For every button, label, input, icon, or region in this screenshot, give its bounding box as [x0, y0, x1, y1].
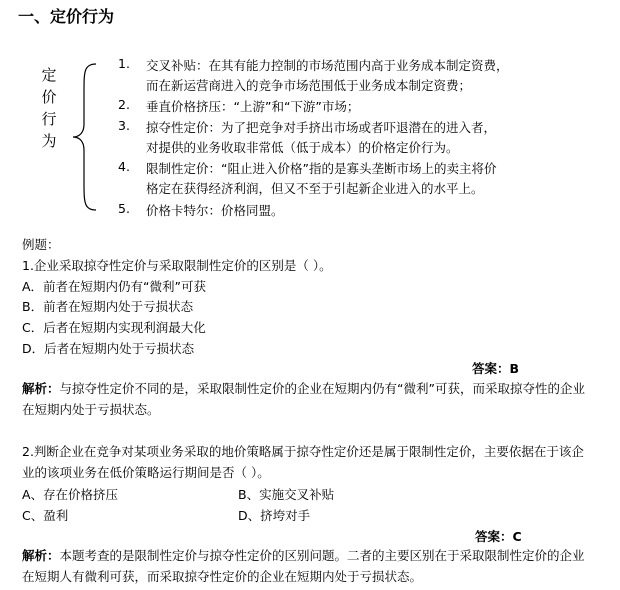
side-char: 价: [41, 88, 57, 106]
side-char: 行: [41, 110, 57, 128]
side-vertical-label: [40, 64, 58, 152]
q2-option-d: D、挤垮对手: [238, 508, 311, 523]
q2-option-b: B、实施交叉补贴: [238, 487, 335, 502]
list-num: 4.: [118, 159, 130, 174]
question-1: 1.企业采取掠夺性定价与采取限制性定价的区别是（ ）。: [22, 258, 332, 273]
list-num: 5.: [118, 201, 130, 216]
list-line: 而在新运营商进入的竞争市场范围低于业务成本制定资费；: [146, 78, 472, 93]
list-line: 限制性定价：“阻止进入价格”指的是寡头垄断市场上的卖主将价: [146, 161, 497, 176]
side-char: 定: [41, 66, 57, 84]
q1-option-b: B．前者在短期内处于亏损状态: [22, 299, 194, 314]
q2-answer: 答案：C: [475, 529, 522, 544]
analysis-label: 解析：: [22, 548, 60, 563]
list-line: 交叉补贴：在其有能力控制的市场范围内高于业务成本制定资费，: [146, 58, 509, 73]
section-title: 一、定价行为: [18, 7, 115, 26]
list-num: 3.: [118, 118, 130, 133]
list-num: 1.: [118, 56, 130, 71]
list-line: 掠夺性定价：为了把竞争对手挤出市场或者吓退潜在的进入者，: [146, 120, 497, 135]
analysis-text: 本题考查的是限制性定价与掠夺性定价的区别问题。二者的主要区别在于采取限制性定价的企业在短期人有微利可获，而采取掠夺性定价的企业在短期内处于亏损状态。: [22, 548, 585, 584]
q2-option-a: A、存在价格挤压: [22, 487, 119, 502]
analysis-text: 与掠夺性定价不同的是，采取限制性定价的企业在短期内仍有“微利”可获，而采取掠夺性的企业在短期内处于亏损状态。: [22, 381, 585, 417]
q1-option-a: A．前者在短期内仍有“微利”可获: [22, 279, 207, 294]
list-line: 价格卡特尔：价格同盟。: [146, 203, 284, 218]
list-line: 格定在获得经济利润，但又不至于引起新企业进入的水平上。: [146, 181, 484, 196]
q1-option-c: C．后者在短期内实现利润最大化: [22, 320, 206, 335]
q1-answer: 答案：B: [472, 361, 520, 376]
q2-option-c: C、盈利: [22, 508, 69, 523]
curly-brace-icon: [70, 62, 100, 212]
list-line: 垂直价格挤压：“上游”和“下游”市场；: [146, 99, 360, 114]
example-label: 例题：: [22, 237, 60, 252]
side-char: 为: [41, 132, 57, 150]
q1-option-d: D．后者在短期内处于亏损状态: [22, 341, 195, 356]
list-line: 对提供的业务收取非常低（低于成本）的价格定价行为。: [146, 140, 459, 155]
q1-analysis: [22, 378, 588, 420]
q2-analysis: [22, 545, 588, 587]
analysis-label: 解析：: [22, 381, 60, 396]
list-num: 2.: [118, 97, 130, 112]
question-2: 2.判断企业在竞争对某项业务采取的地价策略属于掠夺性定价还是属于限制性定价，主要依据在于该企业的该项业务在低价策略运行期间是否（ ）。: [22, 444, 584, 480]
